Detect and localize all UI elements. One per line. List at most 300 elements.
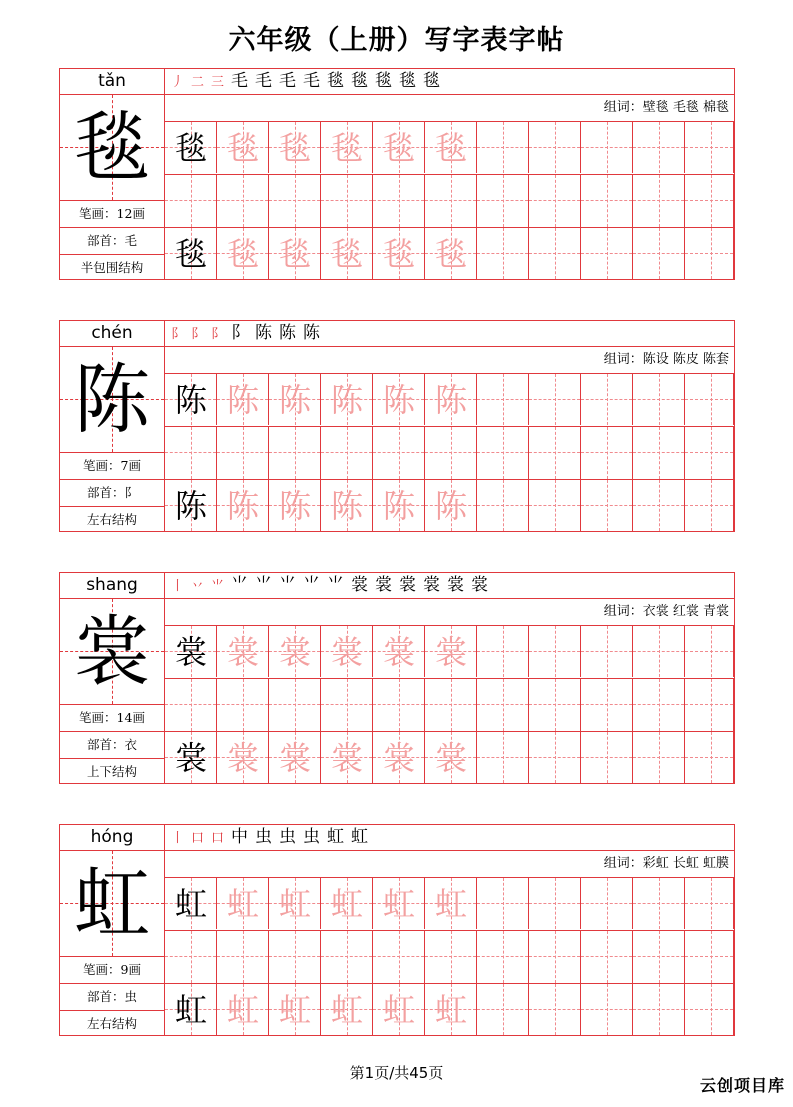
practice-cell[interactable] <box>321 427 373 479</box>
practice-cell[interactable] <box>581 626 633 677</box>
trace-char: 陈 <box>278 381 311 419</box>
practice-cell[interactable] <box>633 175 685 227</box>
trace-char: 裳 <box>226 633 259 671</box>
stroke-step: 毛 <box>303 71 321 91</box>
radical <box>60 479 164 506</box>
trace-char: 陈 <box>330 381 363 419</box>
stroke-step: ⺌ <box>211 579 225 594</box>
stroke-step: 口 <box>191 831 205 846</box>
practice-cell[interactable] <box>217 626 269 677</box>
practice-cell[interactable] <box>165 931 217 983</box>
word-examples <box>165 347 734 373</box>
stroke-label: 笔画： <box>79 710 117 725</box>
model-char: 毯 <box>174 235 207 273</box>
practice-cell[interactable] <box>425 732 477 783</box>
practice-cell[interactable] <box>685 175 734 227</box>
practice-cell[interactable] <box>425 175 477 227</box>
practice-cell[interactable] <box>321 228 373 279</box>
practice-cell[interactable] <box>581 374 633 425</box>
practice-cell[interactable] <box>477 175 529 227</box>
stroke-step: 陈 <box>255 323 273 343</box>
practice-row <box>165 930 734 983</box>
words-label: 组词： <box>603 352 643 367</box>
char-block <box>59 824 735 1036</box>
stroke-count-value: 14画 <box>116 710 145 725</box>
practice-cell[interactable] <box>633 732 685 783</box>
practice-row <box>165 625 734 677</box>
practice-cell[interactable] <box>269 228 321 279</box>
practice-cell[interactable] <box>321 878 373 929</box>
practice-cell[interactable] <box>529 122 581 173</box>
practice-cell[interactable] <box>633 878 685 929</box>
big-char-box <box>60 95 164 200</box>
practice-cell[interactable] <box>477 480 529 531</box>
practice-cell[interactable] <box>217 931 269 983</box>
trace-char: 裳 <box>330 739 363 777</box>
practice-grid <box>164 824 735 1036</box>
structure: 左右结构 <box>60 506 164 533</box>
practice-cell[interactable] <box>269 626 321 677</box>
practice-cell[interactable] <box>269 679 321 731</box>
practice-cell[interactable] <box>529 228 581 279</box>
practice-cell[interactable] <box>165 679 217 731</box>
practice-cell[interactable] <box>165 427 217 479</box>
trace-char: 陈 <box>278 487 311 525</box>
radical <box>60 227 164 254</box>
practice-cell[interactable] <box>685 679 734 731</box>
practice-cell[interactable] <box>269 480 321 531</box>
trace-char: 虹 <box>382 885 415 923</box>
practice-cell[interactable] <box>633 122 685 173</box>
trace-char: 裳 <box>382 739 415 777</box>
char-block <box>59 320 735 532</box>
practice-cell[interactable] <box>321 480 373 531</box>
word-examples <box>165 95 734 121</box>
big-char: 虹 <box>74 859 150 948</box>
practice-row <box>165 121 734 173</box>
practice-row <box>165 678 734 731</box>
practice-cell[interactable] <box>269 122 321 173</box>
practice-cell[interactable] <box>217 228 269 279</box>
practice-cell[interactable] <box>269 427 321 479</box>
practice-cell[interactable] <box>529 984 581 1035</box>
practice-cell[interactable] <box>685 122 734 173</box>
practice-cell[interactable] <box>373 480 425 531</box>
practice-cell[interactable] <box>633 228 685 279</box>
practice-cell[interactable] <box>477 122 529 173</box>
stroke-order <box>165 321 734 347</box>
radical-label: 部首： <box>86 233 125 248</box>
practice-cell[interactable] <box>373 679 425 731</box>
practice-cell[interactable] <box>321 679 373 731</box>
words-label: 组词： <box>603 856 643 871</box>
practice-cell[interactable] <box>633 931 685 983</box>
practice-cell[interactable] <box>217 480 269 531</box>
trace-char: 虹 <box>330 885 363 923</box>
stroke-order <box>165 825 734 851</box>
practice-cell[interactable] <box>685 984 734 1035</box>
word-examples <box>165 851 734 877</box>
practice-cell[interactable] <box>529 374 581 425</box>
trace-char: 虹 <box>226 991 259 1029</box>
practice-cell[interactable] <box>165 228 217 279</box>
practice-cell[interactable] <box>269 732 321 783</box>
trace-char: 虹 <box>434 991 467 1029</box>
practice-cell[interactable] <box>321 984 373 1035</box>
practice-cell[interactable] <box>321 732 373 783</box>
trace-char: 裳 <box>226 739 259 777</box>
stroke-step: 虹 <box>327 827 345 847</box>
stroke-step: 裳 <box>351 575 369 595</box>
info-column <box>59 824 164 1036</box>
practice-cell[interactable] <box>529 679 581 731</box>
model-char: 陈 <box>174 487 207 525</box>
practice-cell[interactable] <box>165 732 217 783</box>
trace-char: 毯 <box>434 235 467 273</box>
practice-cell[interactable] <box>217 122 269 173</box>
stroke-count <box>60 452 164 479</box>
stroke-step: 口 <box>211 831 225 846</box>
practice-cell[interactable] <box>373 878 425 929</box>
practice-cell[interactable] <box>217 175 269 227</box>
practice-cell[interactable] <box>581 122 633 173</box>
practice-cell[interactable] <box>633 984 685 1035</box>
practice-cell[interactable] <box>529 878 581 929</box>
practice-cell[interactable] <box>529 931 581 983</box>
practice-cell[interactable] <box>529 427 581 479</box>
trace-char: 裳 <box>278 633 311 671</box>
practice-cell[interactable] <box>321 122 373 173</box>
practice-cell[interactable] <box>321 931 373 983</box>
practice-row <box>165 426 734 479</box>
trace-char: 裳 <box>434 739 467 777</box>
trace-char: 裳 <box>434 633 467 671</box>
words-label: 组词： <box>603 604 643 619</box>
practice-cell[interactable] <box>477 626 529 677</box>
structure: 上下结构 <box>60 758 164 785</box>
stroke-count <box>60 956 164 983</box>
practice-cell[interactable] <box>477 228 529 279</box>
stroke-label: 笔画： <box>79 206 117 221</box>
practice-cell[interactable] <box>321 374 373 425</box>
trace-char: 陈 <box>382 381 415 419</box>
stroke-step: 毯 <box>351 71 369 91</box>
practice-cell[interactable] <box>217 374 269 425</box>
radical-label: 部首： <box>86 737 125 752</box>
stroke-order <box>165 69 734 95</box>
word-examples <box>165 599 734 625</box>
practice-cell[interactable] <box>165 878 217 929</box>
practice-cell[interactable] <box>685 427 734 479</box>
model-char: 裳 <box>174 739 207 777</box>
practice-cell[interactable] <box>685 374 734 425</box>
radical <box>60 983 164 1010</box>
practice-cell[interactable] <box>685 228 734 279</box>
practice-cell[interactable] <box>477 374 529 425</box>
char-block <box>59 68 735 280</box>
practice-cell[interactable] <box>581 984 633 1035</box>
trace-char: 毯 <box>330 129 363 167</box>
stroke-step: 虫 <box>303 827 321 847</box>
practice-cell[interactable] <box>477 931 529 983</box>
practice-cell[interactable] <box>477 878 529 929</box>
words-value: 陈设 陈皮 陈套 <box>642 352 729 367</box>
radical-label: 部首： <box>86 989 125 1004</box>
practice-cell[interactable] <box>581 878 633 929</box>
model-char: 陈 <box>174 381 207 419</box>
stroke-step: 毯 <box>399 71 417 91</box>
stroke-step: 裳 <box>447 575 465 595</box>
radical-label: 部首： <box>86 485 125 500</box>
practice-cell[interactable] <box>477 427 529 479</box>
practice-cell[interactable] <box>685 626 734 677</box>
practice-cell[interactable] <box>581 732 633 783</box>
practice-cell[interactable] <box>165 122 217 173</box>
trace-char: 虹 <box>382 991 415 1029</box>
practice-cell[interactable] <box>165 175 217 227</box>
trace-char: 陈 <box>226 381 259 419</box>
practice-cell[interactable] <box>477 679 529 731</box>
radical <box>60 731 164 758</box>
radical-value: 衣 <box>124 737 138 752</box>
practice-cell[interactable] <box>685 480 734 531</box>
practice-cell[interactable] <box>165 374 217 425</box>
practice-cell[interactable] <box>165 984 217 1035</box>
words-label: 组词： <box>603 100 643 115</box>
page-footer: 第1页/共45页 <box>349 1064 444 1082</box>
stroke-step: 丿 <box>171 75 185 90</box>
radical-value: 毛 <box>124 233 138 248</box>
stroke-step: ⺌ <box>327 575 345 595</box>
practice-cell[interactable] <box>581 228 633 279</box>
stroke-step: 毯 <box>423 71 441 91</box>
trace-char: 裳 <box>330 633 363 671</box>
practice-cell[interactable] <box>685 878 734 929</box>
stroke-step: 毯 <box>375 71 393 91</box>
practice-cell[interactable] <box>581 931 633 983</box>
stroke-step: 阝 <box>211 327 225 342</box>
trace-char: 毯 <box>278 129 311 167</box>
practice-cell[interactable] <box>581 480 633 531</box>
practice-cell[interactable] <box>217 878 269 929</box>
stroke-step: 毯 <box>327 71 345 91</box>
radical-value: 阝 <box>124 485 138 500</box>
stroke-step: 裳 <box>375 575 393 595</box>
pinyin: shang <box>60 573 164 599</box>
practice-cell[interactable] <box>373 984 425 1035</box>
words-value: 壁毯 毛毯 棉毯 <box>642 100 729 115</box>
practice-cell[interactable] <box>529 480 581 531</box>
practice-cell[interactable] <box>217 732 269 783</box>
practice-cell[interactable] <box>425 679 477 731</box>
practice-row <box>165 731 734 783</box>
practice-row <box>165 174 734 227</box>
practice-grid <box>164 572 735 784</box>
stroke-step: 阝 <box>171 327 185 342</box>
practice-cell[interactable] <box>373 732 425 783</box>
trace-char: 毯 <box>226 129 259 167</box>
practice-row <box>165 877 734 929</box>
practice-cell[interactable] <box>217 984 269 1035</box>
practice-cell[interactable] <box>269 931 321 983</box>
radical-value: 虫 <box>124 989 138 1004</box>
stroke-step: 虹 <box>351 827 369 847</box>
practice-cell[interactable] <box>373 626 425 677</box>
big-char: 陈 <box>74 355 150 444</box>
stroke-step: 中 <box>231 827 249 847</box>
trace-char: 裳 <box>382 633 415 671</box>
stroke-step: 裳 <box>471 575 489 595</box>
stroke-count <box>60 200 164 227</box>
trace-char: 虹 <box>226 885 259 923</box>
practice-grid <box>164 320 735 532</box>
practice-cell[interactable] <box>269 175 321 227</box>
pinyin: chén <box>60 321 164 347</box>
practice-cell[interactable] <box>165 480 217 531</box>
practice-row <box>165 227 734 279</box>
stroke-step: 阝 <box>231 323 249 343</box>
practice-cell[interactable] <box>685 732 734 783</box>
practice-cell[interactable] <box>685 931 734 983</box>
model-char: 虹 <box>174 991 207 1029</box>
practice-cell[interactable] <box>165 626 217 677</box>
trace-char: 虹 <box>330 991 363 1029</box>
stroke-step: 毛 <box>279 71 297 91</box>
stroke-step: 裳 <box>399 575 417 595</box>
words-value: 衣裳 红裳 青裳 <box>642 604 729 619</box>
stroke-count-value: 12画 <box>116 206 145 221</box>
structure: 左右结构 <box>60 1010 164 1037</box>
stroke-label: 笔画： <box>83 458 121 473</box>
practice-cell[interactable] <box>217 427 269 479</box>
practice-cell[interactable] <box>529 626 581 677</box>
practice-cell[interactable] <box>425 122 477 173</box>
practice-cell[interactable] <box>321 626 373 677</box>
trace-char: 毯 <box>278 235 311 273</box>
brand-label: 云创项目库 <box>699 1076 785 1095</box>
model-char: 虹 <box>174 885 207 923</box>
stroke-step: 丷 <box>191 579 205 594</box>
structure: 半包围结构 <box>60 254 164 281</box>
practice-cell[interactable] <box>633 626 685 677</box>
stroke-step: 毛 <box>255 71 273 91</box>
trace-char: 虹 <box>278 885 311 923</box>
trace-char: 陈 <box>434 381 467 419</box>
info-column <box>59 320 164 532</box>
trace-char: 陈 <box>226 487 259 525</box>
practice-cell[interactable] <box>581 427 633 479</box>
stroke-step: ⺌ <box>255 575 273 595</box>
trace-char: 毯 <box>330 235 363 273</box>
trace-char: 虹 <box>278 991 311 1029</box>
practice-cell[interactable] <box>217 679 269 731</box>
practice-cell[interactable] <box>425 931 477 983</box>
practice-cell[interactable] <box>633 374 685 425</box>
practice-cell[interactable] <box>529 175 581 227</box>
practice-cell[interactable] <box>269 878 321 929</box>
stroke-order <box>165 573 734 599</box>
pinyin: hóng <box>60 825 164 851</box>
stroke-count-value: 9画 <box>120 962 141 977</box>
model-char: 裳 <box>174 633 207 671</box>
trace-char: 陈 <box>382 487 415 525</box>
big-char-box <box>60 851 164 956</box>
practice-cell[interactable] <box>269 374 321 425</box>
info-column <box>59 68 164 280</box>
stroke-step: 丨 <box>171 579 185 594</box>
practice-cell[interactable] <box>373 228 425 279</box>
practice-cell[interactable] <box>477 984 529 1035</box>
trace-char: 毯 <box>382 235 415 273</box>
stroke-step: ⺌ <box>231 575 249 595</box>
practice-row <box>165 373 734 425</box>
practice-cell[interactable] <box>425 984 477 1035</box>
page-title: 六年级（上册）写字表字帖 <box>228 25 565 56</box>
practice-cell[interactable] <box>373 931 425 983</box>
practice-cell[interactable] <box>373 374 425 425</box>
words-value: 彩虹 长虹 虹膜 <box>642 856 729 871</box>
stroke-step: 虫 <box>279 827 297 847</box>
practice-cell[interactable] <box>425 427 477 479</box>
practice-cell[interactable] <box>581 175 633 227</box>
practice-cell[interactable] <box>425 480 477 531</box>
practice-cell[interactable] <box>425 228 477 279</box>
practice-cell[interactable] <box>373 175 425 227</box>
stroke-step: 二 <box>191 75 205 90</box>
practice-cell[interactable] <box>633 480 685 531</box>
practice-cell[interactable] <box>529 732 581 783</box>
stroke-step: 裳 <box>423 575 441 595</box>
big-char: 裳 <box>74 607 150 696</box>
model-char: 毯 <box>174 129 207 167</box>
stroke-step: 陈 <box>303 323 321 343</box>
practice-cell[interactable] <box>269 984 321 1035</box>
practice-cell[interactable] <box>373 122 425 173</box>
practice-cell[interactable] <box>425 878 477 929</box>
practice-cell[interactable] <box>477 732 529 783</box>
big-char: 毯 <box>74 103 150 192</box>
practice-cell[interactable] <box>373 427 425 479</box>
pinyin: tǎn <box>60 69 164 95</box>
trace-char: 毯 <box>226 235 259 273</box>
practice-cell[interactable] <box>425 374 477 425</box>
stroke-step: 三 <box>211 75 225 90</box>
stroke-step: 陈 <box>279 323 297 343</box>
stroke-label: 笔画： <box>83 962 121 977</box>
practice-cell[interactable] <box>581 679 633 731</box>
trace-char: 陈 <box>434 487 467 525</box>
stroke-step: 毛 <box>231 71 249 91</box>
stroke-step: 丨 <box>171 831 185 846</box>
trace-char: 毯 <box>382 129 415 167</box>
info-column <box>59 572 164 784</box>
stroke-count-value: 7画 <box>120 458 141 473</box>
trace-char: 陈 <box>330 487 363 525</box>
trace-char: 虹 <box>434 885 467 923</box>
practice-cell[interactable] <box>425 626 477 677</box>
big-char-box <box>60 599 164 704</box>
stroke-step: ⺌ <box>303 575 321 595</box>
stroke-step: 虫 <box>255 827 273 847</box>
trace-char: 裳 <box>278 739 311 777</box>
practice-cell[interactable] <box>633 427 685 479</box>
practice-cell[interactable] <box>321 175 373 227</box>
big-char-box <box>60 347 164 452</box>
stroke-step: ⺌ <box>279 575 297 595</box>
stroke-count <box>60 704 164 731</box>
trace-char: 毯 <box>434 129 467 167</box>
practice-cell[interactable] <box>633 679 685 731</box>
